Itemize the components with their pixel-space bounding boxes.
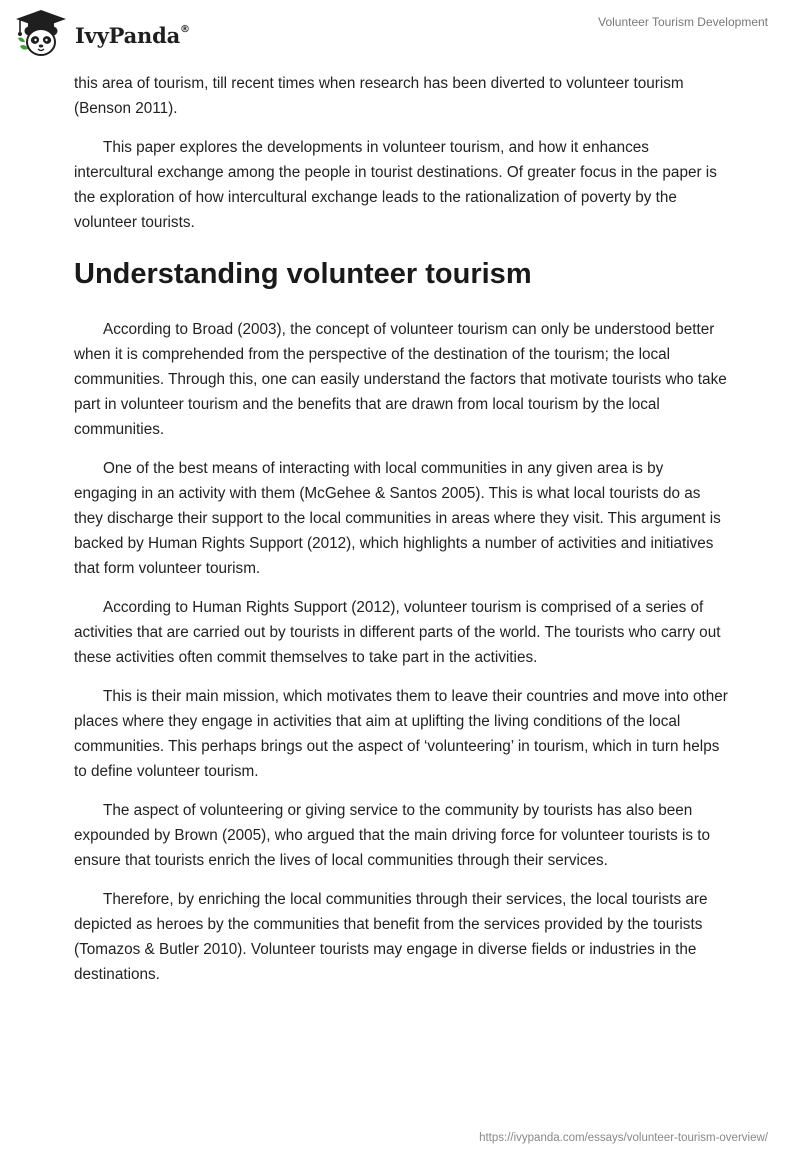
essay-body xyxy=(74,71,730,1001)
document-title: Volunteer Tourism Development xyxy=(598,15,768,29)
paragraph: One of the best means of interacting with local communities in any given area is by engaging in an activity with them (McGehee & Santos 2005). This is what local tourists do as they discharge their support to the local communities in areas where they visit. This argument is backed by Human Rights Support (2012), which highlights a number of activities and initiatives that form volunteer tourism. xyxy=(74,460,721,577)
source-url[interactable]: https://ivypanda.com/essays/volunteer-tourism-overview/ xyxy=(479,1132,768,1144)
paragraph: This paper explores the developments in volunteer tourism, and how it enhances intercultural exchange among the people in tourist destinations. Of greater focus in the paper is the exploration of how intercultural exchange leads to the rationalization of poverty by the volunteer tourists. xyxy=(74,139,717,231)
ivypanda-logo[interactable] xyxy=(14,8,190,58)
paragraph: This is their main mission, which motivates them to leave their countries and move into other places where they engage in activities that aim at uplifting the living conditions of the local communities. This perhaps brings out the aspect of ‘volunteering’ in tourism, which in turn helps to define volunteer tourism. xyxy=(74,688,728,780)
page-header xyxy=(0,0,800,70)
paragraph: According to Broad (2003), the concept of volunteer tourism can only be understood better when it is comprehended from the perspective of the destination of the tourism; the local communities. Through this, one can easily understand the factors that motivate tourists who take part in volunteer tourism and the benefits that are drawn from local tourism by the local communities. xyxy=(74,321,727,438)
brand-name: IvyPanda® xyxy=(75,22,190,48)
paragraph: The aspect of volunteering or giving service to the community by tourists has also been expounded by Brown (2005), who argued that the main driving force for volunteer tourists is to ensure that tourists enrich the lives of local communities through their services. xyxy=(74,802,711,869)
section-heading: Understanding volunteer tourism xyxy=(74,258,532,290)
paragraph: this area of tourism, till recent times when research has been diverted to volunteer tourism (Benson 2011). xyxy=(74,75,684,117)
panda-graduate-icon xyxy=(14,8,68,58)
paragraph: According to Human Rights Support (2012), volunteer tourism is comprised of a series of activities that are carried out by tourists in different parts of the world. The tourists who carry out these activities often commit themselves to take part in the activities. xyxy=(74,599,721,666)
paragraph: Therefore, by enriching the local communities through their services, the local tourists are depicted as heroes by the communities that benefit from the services provided by the tourists (Tomazos & Butler 2010). Volunteer tourists may engage in diverse fields or industries in the destinations. xyxy=(74,891,708,983)
registered-mark: ® xyxy=(180,23,190,35)
